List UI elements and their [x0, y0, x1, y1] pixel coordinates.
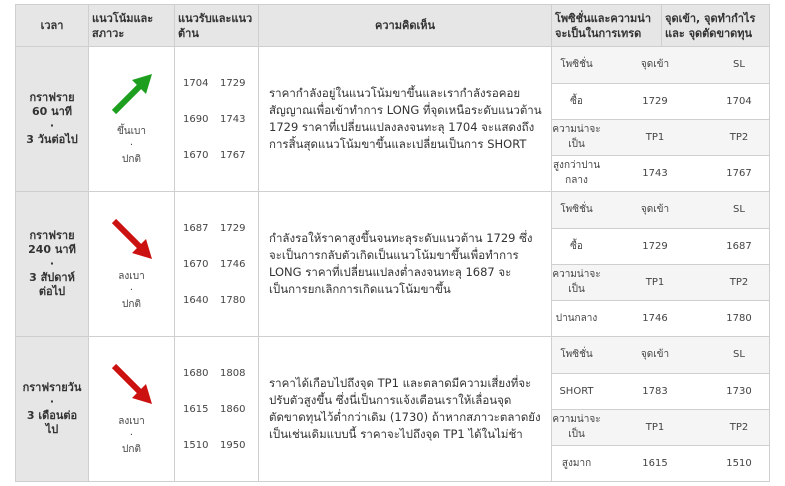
- trend-cell: [89, 47, 175, 192]
- position-grid-row: [552, 119, 769, 155]
- resistance-level: 1808: [220, 367, 246, 379]
- timeframe-line: ต่อไป: [38, 285, 66, 298]
- position-grid-value: TP2: [709, 264, 769, 300]
- position-grid: [552, 192, 769, 336]
- position-grid-cell: [552, 47, 770, 192]
- level-pair: [183, 282, 258, 318]
- timeframe-line: กราฟรายวัน: [22, 381, 82, 394]
- header-levels: แนวรับและแนว ต้าน: [175, 5, 259, 47]
- table-row: [16, 337, 770, 482]
- position-grid-value: ซื้อ: [552, 228, 601, 264]
- resistance-level: 1743: [220, 113, 246, 125]
- position-grid-row: [552, 47, 769, 83]
- position-grid-value: ความน่าจะเป็น: [552, 409, 601, 445]
- position-grid-value: จุดเข้า: [601, 337, 709, 373]
- position-grid-value: TP1: [601, 119, 709, 155]
- resistance-level: 1746: [220, 258, 246, 270]
- position-grid-value: ความน่าจะเป็น: [552, 264, 601, 300]
- timeframe-line: 3 วันต่อไป: [26, 133, 78, 146]
- support-level: 1640: [183, 294, 209, 306]
- position-grid-row: [552, 192, 769, 228]
- position-grid-value: สูงมาก: [552, 445, 601, 481]
- position-grid-row: [552, 373, 769, 409]
- resistance-level: 1780: [220, 294, 246, 306]
- timeframe-line: 60 นาที: [31, 105, 73, 118]
- position-grid-value: 1729: [601, 228, 709, 264]
- support-level: 1680: [183, 367, 209, 379]
- trend-line: ปกติ: [122, 154, 141, 165]
- position-grid-value: โพซิชั่น: [552, 47, 601, 83]
- position-grid-value: TP1: [601, 264, 709, 300]
- timeframe-line: ·: [49, 119, 55, 132]
- down-red-arrow-icon: [109, 361, 155, 407]
- trend-line: ขึ้นเบา: [116, 126, 147, 137]
- position-grid-value: 1730: [709, 373, 769, 409]
- position-grid-value: 1704: [709, 83, 769, 119]
- timeframe-line: กราฟราย: [29, 91, 75, 104]
- support-level: 1670: [183, 258, 209, 270]
- level-pair: [183, 246, 258, 282]
- header-entry-tp-sl: จุดเข้า, จุดทำกำไรและ จุดตัดขาดทุน: [662, 5, 770, 47]
- position-grid-value: โพซิชั่น: [552, 337, 601, 373]
- level-pair: [183, 427, 258, 463]
- forecast-table-container: [15, 4, 769, 482]
- timeframe-line: กราฟราย: [29, 229, 75, 242]
- timeframe-cell: [16, 47, 89, 192]
- resistance-level: 1767: [220, 149, 246, 161]
- resistance-level: 1950: [220, 439, 246, 451]
- position-grid-row: [552, 83, 769, 119]
- timeframe-cell: [16, 337, 89, 482]
- position-grid-row: [552, 409, 769, 445]
- support-resistance-cell: [175, 192, 259, 337]
- level-pair: [183, 391, 258, 427]
- position-grid-value: สูงกว่าปานกลาง: [552, 155, 601, 191]
- support-level: 1690: [183, 113, 209, 125]
- position-grid-value: SHORT: [552, 373, 601, 409]
- timeframe-line: ·: [49, 257, 55, 270]
- support-level: 1704: [183, 77, 209, 89]
- level-pair: [183, 101, 258, 137]
- trend-text: [89, 415, 174, 457]
- position-grid-value: จุดเข้า: [601, 47, 709, 83]
- timeframe-line: ไป: [45, 423, 59, 436]
- support-level: 1687: [183, 222, 209, 234]
- position-grid-value: 1687: [709, 228, 769, 264]
- position-grid-value: 1780: [709, 300, 769, 336]
- resistance-level: 1860: [220, 403, 246, 415]
- position-grid-value: จุดเข้า: [601, 192, 709, 228]
- trend-line: ลงเบา: [118, 271, 145, 282]
- level-pair: [183, 210, 258, 246]
- header-comment: ความคิดเห็น: [259, 5, 552, 47]
- trend-line: ปกติ: [122, 444, 141, 455]
- position-grid-cell: [552, 337, 770, 482]
- resistance-level: 1729: [220, 222, 246, 234]
- comment-cell: กำลังรอให้ราคาสูงขึ้นจนทะลุระดับแนวต้าน 1729 ซึ่งจะเป็นการกลับตัวเกิดเป็นแนวโน้มขาขึ้นเพื่อทำการ LONG ราคาที่เปลี่ยนแปลงต่ำลงจนทะลุ 1687 จะเป็นการยกเลิกการเกิดแนวโน้มขาขึ้น: [259, 192, 552, 337]
- position-grid-value: 1510: [709, 445, 769, 481]
- position-grid-value: 1743: [601, 155, 709, 191]
- timeframe-cell: [16, 192, 89, 337]
- position-grid-cell: [552, 192, 770, 337]
- up-green-arrow-icon: [109, 71, 155, 117]
- comment-cell: ราคากำลังอยู่ในแนวโน้มขาขึ้นและเรากำลังรอคอยสัญญาณเพื่อเข้าทำการ LONG ที่จุดเหนือระดับแนวต้าน 1729 ราคาที่เปลี่ยนแปลงลงจนทะลุ 1704 จะแสดงถึงการสิ้นสุดแนวโน้มขาขึ้นและเปลี่ยนเป็นการ SHORT: [259, 47, 552, 192]
- level-pair: [183, 355, 258, 391]
- trend-line: ·: [129, 430, 134, 441]
- position-grid-value: TP2: [709, 409, 769, 445]
- position-grid-value: 1729: [601, 83, 709, 119]
- support-level: 1510: [183, 439, 209, 451]
- timeframe-line: 3 เดือนต่อ: [26, 409, 78, 422]
- position-grid-row: [552, 300, 769, 336]
- comment-cell: ราคาได้เกือบไปถึงจุด TP1 และตลาดมีความเสี่ยงที่จะปรับตัวสูงขึ้น ซึ่งนี่เป็นการแจ้งเตือนเราให้เลื่อนจุดตัดขาดทุนไว้ต่ำกว่าเดิม (1730) ถ้าหากสภาวะตลาดยังเป็นเช่นเดิมแบบนี้ ราคาจะไปถึงจุด TP1 ได้ในไม่ช้า: [259, 337, 552, 482]
- position-grid-value: TP1: [601, 409, 709, 445]
- resistance-level: 1729: [220, 77, 246, 89]
- level-pair: [183, 65, 258, 101]
- table-row: [16, 192, 770, 337]
- level-pair: [183, 137, 258, 173]
- position-grid-value: 1767: [709, 155, 769, 191]
- position-grid-value: SL: [709, 192, 769, 228]
- trend-text: [89, 270, 174, 312]
- position-grid-row: [552, 228, 769, 264]
- position-grid-value: SL: [709, 47, 769, 83]
- position-grid-value: โพซิชั่น: [552, 192, 601, 228]
- position-grid-row: [552, 155, 769, 191]
- position-grid: [552, 47, 769, 191]
- table-row: [16, 47, 770, 192]
- forecast-table: [15, 4, 770, 482]
- timeframe-line: 240 นาที: [28, 243, 76, 256]
- trend-cell: [89, 192, 175, 337]
- header-trend: แนวโน้มและ สภาวะ: [89, 5, 175, 47]
- header-time: เวลา: [16, 5, 89, 47]
- table-header-row: [16, 5, 770, 47]
- position-grid-value: 1783: [601, 373, 709, 409]
- position-grid-value: ความน่าจะเป็น: [552, 119, 601, 155]
- position-grid: [552, 337, 769, 481]
- trend-cell: [89, 337, 175, 482]
- header-position: โพซิชั่นและความน่า จะเป็นในการเทรด: [552, 5, 662, 47]
- support-level: 1615: [183, 403, 209, 415]
- trend-line: ปกติ: [122, 299, 141, 310]
- support-resistance-cell: [175, 47, 259, 192]
- position-grid-value: ซื้อ: [552, 83, 601, 119]
- position-grid-value: 1746: [601, 300, 709, 336]
- trend-text: [89, 125, 174, 167]
- trend-line: ลงเบา: [118, 416, 145, 427]
- position-grid-value: 1615: [601, 445, 709, 481]
- position-grid-value: SL: [709, 337, 769, 373]
- position-grid-row: [552, 337, 769, 373]
- support-level: 1670: [183, 149, 209, 161]
- timeframe-line: 3 สัปดาห์: [29, 271, 75, 284]
- timeframe-line: ·: [49, 395, 55, 408]
- trend-line: ·: [129, 140, 134, 151]
- support-resistance-cell: [175, 337, 259, 482]
- position-grid-value: TP2: [709, 119, 769, 155]
- trend-line: ·: [129, 285, 134, 296]
- position-grid-row: [552, 445, 769, 481]
- position-grid-value: ปานกลาง: [552, 300, 601, 336]
- position-grid-row: [552, 264, 769, 300]
- down-red-arrow-icon: [109, 216, 155, 262]
